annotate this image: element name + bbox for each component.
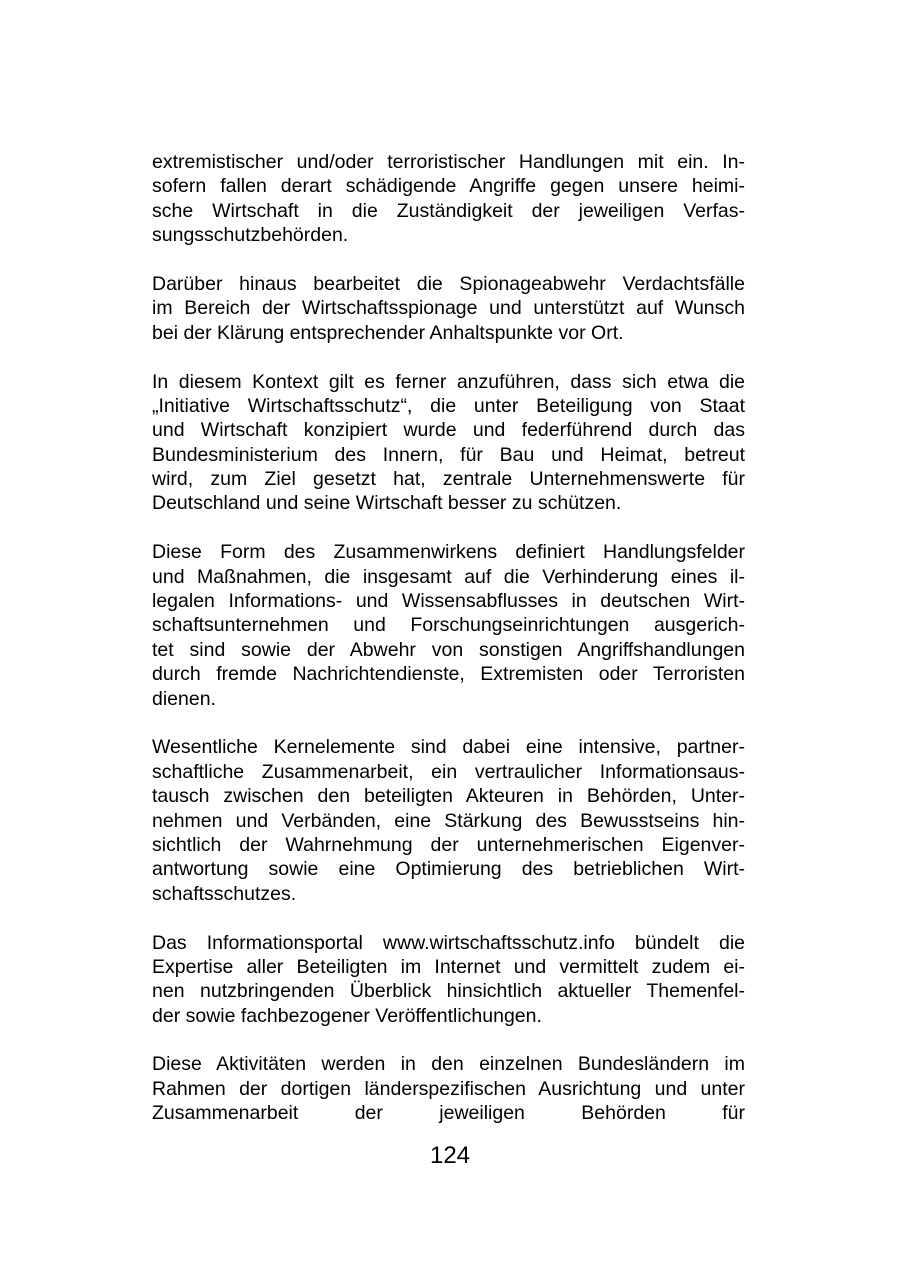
document-body [152,150,745,1126]
paragraph-1 [152,150,745,248]
text-line: Deutschland und seine Wirtschaft besser zu schützen. [152,492,622,515]
text-line: Zusammenarbeit der jeweiligen Behörden für [152,1102,745,1125]
text-line: tausch zwischen den beteiligten Akteuren in Behörden, Unter- [152,785,745,808]
text-line: Wesentliche Kernelemente sind dabei eine intensive, partner- [152,736,745,759]
paragraph-3 [152,370,745,516]
text-line: dienen. [152,687,216,710]
text-line: Bundesministerium des Innern, für Bau und Heimat, betreut [152,443,745,466]
text-line: schaftsunternehmen und Forschungseinrichtungen ausgerich- [152,614,745,637]
text-line: Expertise aller Beteiligten im Internet und vermittelt zudem ei- [152,955,745,978]
text-line: Rahmen der dortigen länderspezifischen Ausrichtung und unter [152,1077,745,1100]
text-line: im Bereich der Wirtschaftsspionage und unterstützt auf Wunsch [152,297,745,320]
text-line: sche Wirtschaft in die Zuständigkeit der jeweiligen Verfas- [152,199,745,222]
text-line: durch fremde Nachrichtendienste, Extremisten oder Terroristen [152,663,745,686]
text-line: schaftsschutzes. [152,882,297,905]
text-line: nehmen und Verbänden, eine Stärkung des Bewusstseins hin- [152,809,745,832]
text-line: „Initiative Wirtschaftsschutz“, die unter Beteiligung von Staat [152,394,745,417]
text-line: bei der Klärung entsprechender Anhaltspunkte vor Ort. [152,321,624,344]
page-number: 124 [429,1142,471,1169]
text-line: antwortung sowie eine Optimierung des betrieblichen Wirt- [152,858,745,881]
text-line: extremistischer und/oder terroristischer Handlungen mit ein. In- [152,151,745,173]
text-line: sungsschutzbehörden. [152,224,349,247]
paragraph-6 [152,931,745,1029]
paragraph-2 [152,272,745,345]
paragraph-gap [152,1028,745,1052]
text-line: tet sind sowie der Abwehr von sonstigen Angriffshandlungen [152,638,745,661]
paragraph-gap [152,711,745,735]
paragraph-7 [152,1052,745,1125]
text-line: schaftliche Zusammenarbeit, ein vertraulicher Informationsaus- [152,760,745,783]
paragraph-gap [152,345,745,369]
text-line: nen nutzbringenden Überblick hinsichtlich aktueller Themenfel- [152,980,745,1003]
paragraph-5 [152,735,745,906]
text-line: wird, zum Ziel gesetzt hat, zentrale Unternehmenswerte für [152,468,745,491]
paragraph-4 [152,540,745,711]
text-line: Darüber hinaus bearbeitet die Spionageabwehr Verdachtsfälle [152,272,745,295]
paragraph-gap [152,516,745,540]
paragraph-gap [152,906,745,930]
text-line: sichtlich der Wahrnehmung der unternehmerischen Eigenver- [152,833,745,856]
text-line: Diese Form des Zusammenwirkens definiert Handlungsfelder [152,541,745,564]
text-line: Das Informationsportal www.wirtschaftsschutz.info bündelt die [152,931,745,954]
text-line: legalen Informations- und Wissensabflusses in deutschen Wirt- [152,590,745,613]
text-line: In diesem Kontext gilt es ferner anzuführen, dass sich etwa die [152,370,745,393]
text-line: der sowie fachbezogener Veröffentlichungen. [152,1004,542,1027]
paragraph-gap [152,248,745,272]
text-line: und Wirtschaft konzipiert wurde und federführend durch das [152,419,745,442]
text-line: und Maßnahmen, die insgesamt auf die Verhinderung eines il- [152,565,745,588]
text-line: Diese Aktivitäten werden in den einzelnen Bundesländern im [152,1053,745,1076]
text-line: sofern fallen derart schädigende Angriffe gegen unsere heimi- [152,175,745,198]
